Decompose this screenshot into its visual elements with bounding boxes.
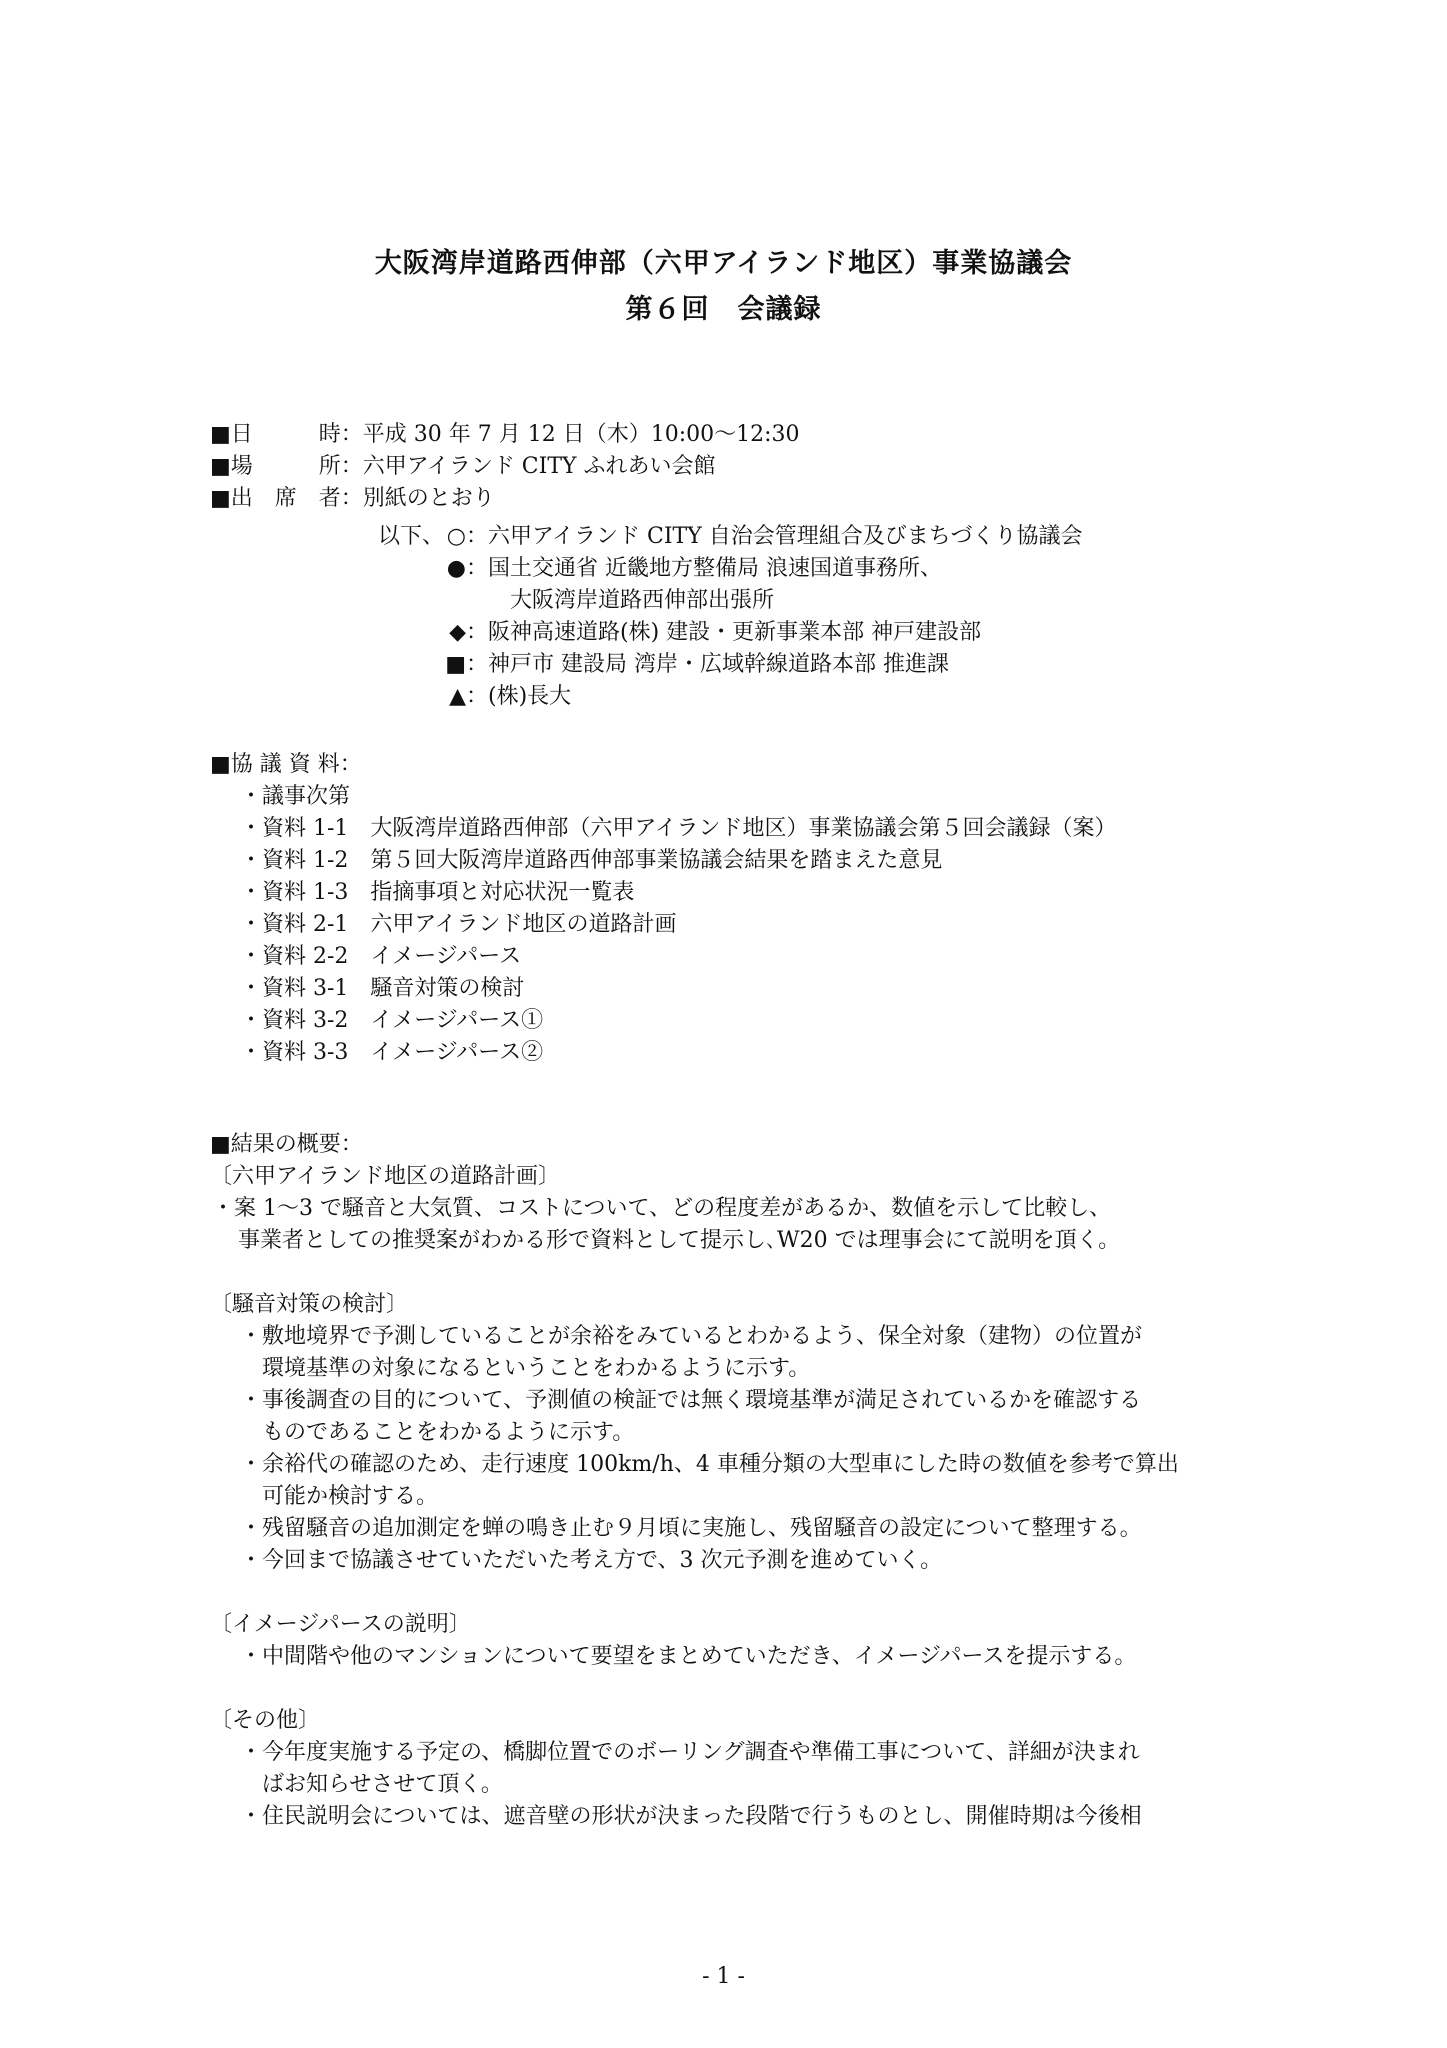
summary-line: ・案 1～3 で騒音と大気質、コストについて、どの程度差があるか、数値を示して比較し、 [212, 1196, 1112, 1221]
meeting-date [210, 420, 800, 450]
summary-line: ・今年度実施する予定の、橋脚位置でのボーリング調査や準備工事について、詳細が決まれ [240, 1740, 1140, 1765]
legend-item [422, 650, 949, 680]
material-item: ・議事次第 [240, 784, 351, 809]
meeting-attendees [210, 484, 495, 514]
legend-item [422, 682, 571, 712]
meeting-attendees-value: 別紙のとおり [362, 486, 495, 511]
material-item: ・資料 1-3 指摘事項と対応状況一覧表 [240, 880, 635, 905]
summary-line: ・今回まで協議させていただいた考え方で、3 次元予測を進めていく。 [240, 1548, 943, 1573]
summary-line: ものであることをわかるように示す。 [262, 1420, 635, 1445]
legend-text: ：神戸市 建設局 湾岸・広域幹線道路本部 推進課 [466, 652, 949, 677]
legend-text: ：六甲アイランド CITY 自治会管理組合及びまちづくり協議会 [466, 524, 1083, 549]
material-item: ・資料 1-2 第５回大阪湾岸道路西伸部事業協議会結果を踏まえた意見 [240, 848, 943, 873]
legend-item [422, 618, 981, 648]
legend-prefix: 以下、 [378, 524, 445, 549]
material-item: ・資料 2-1 六甲アイランド地区の道路計画 [240, 912, 677, 937]
summary-line: ・余裕代の確認のため、走行速度 100km/h、4 車種分類の大型車にした時の数値を参考で算出 [240, 1452, 1179, 1477]
summary-line: ・中間階や他のマンションについて要望をまとめていただき、イメージパースを提示する。 [240, 1644, 1137, 1669]
summary-line: ばお知らせさせて頂く。 [262, 1772, 503, 1797]
material-item: ・資料 3-3 イメージパース② [240, 1040, 544, 1065]
document-subtitle: 第６回 会議録 [625, 294, 822, 325]
legend-item [422, 522, 1083, 552]
legend-item [422, 554, 942, 584]
meeting-place-value: 六甲アイランド CITY ふれあい会館 [362, 454, 716, 479]
section-heading: 〔騒音対策の検討〕 [210, 1292, 409, 1317]
section-heading: 〔その他〕 [210, 1708, 321, 1733]
meeting-place [210, 452, 716, 482]
legend-mark: ▲ [449, 684, 466, 709]
legend-mark: ● [446, 556, 466, 581]
meeting-place-label: ■場 所： [210, 454, 363, 479]
material-item: ・資料 3-1 騒音対策の検討 [240, 976, 525, 1001]
legend-mark: ◆ [449, 620, 466, 645]
section-heading: 〔六甲アイランド地区の道路計画〕 [210, 1164, 561, 1189]
page-number: - 1 - [702, 1964, 745, 1989]
legend-mark: ■ [445, 652, 466, 677]
summary-heading: ■結果の概要： [210, 1132, 363, 1157]
legend-text: ：阪神高速道路(株) 建設・更新事業本部 神戸建設部 [466, 620, 982, 645]
legend-mark: ○ [446, 524, 466, 549]
meeting-attendees-label: ■出 席 者： [210, 486, 363, 511]
meeting-date-label: ■日 時： [210, 422, 363, 447]
material-item: ・資料 3-2 イメージパース① [240, 1008, 544, 1033]
legend-item-continued [510, 586, 774, 616]
summary-line: ・敷地境界で予測していることが余裕をみているとわかるよう、保全対象（建物）の位置が [240, 1324, 1143, 1349]
legend-text: ：(株)長大 [466, 684, 572, 709]
section-heading: 〔イメージパースの説明〕 [210, 1612, 471, 1637]
summary-line: 環境基準の対象になるということをわかるように示す。 [262, 1356, 811, 1381]
legend-text: 大阪湾岸道路西伸部出張所 [510, 588, 775, 613]
summary-line: ・事後調査の目的について、予測値の検証では無く環境基準が満足されているかを確認する [240, 1388, 1142, 1413]
summary-line: 可能か検討する。 [262, 1484, 439, 1509]
summary-line: ・住民説明会については、遮音壁の形状が決まった段階で行うものとし、開催時期は今後相 [240, 1804, 1142, 1829]
materials-heading: ■協 議 資 料： [210, 752, 362, 777]
summary-line: ・残留騒音の追加測定を蝉の鳴き止む９月頃に実施し、残留騒音の設定について整理する。 [240, 1516, 1142, 1541]
meeting-date-value: 平成 30 年 7 月 12 日（木）10:00～12:30 [362, 422, 800, 447]
legend-text: ：国土交通省 近畿地方整備局 浪速国道事務所、 [466, 556, 942, 581]
material-item: ・資料 2-2 イメージパース [240, 944, 522, 969]
material-item: ・資料 1-1 大阪湾岸道路西伸部（六甲アイランド地区）事業協議会第５回会議録（案） [240, 816, 1117, 841]
summary-line: 事業者としての推奨案がわかる形で資料として提示し､W20 では理事会にて説明を頂く。 [238, 1228, 1121, 1253]
document-title: 大阪湾岸道路西伸部（六甲アイランド地区）事業協議会 [374, 248, 1073, 279]
